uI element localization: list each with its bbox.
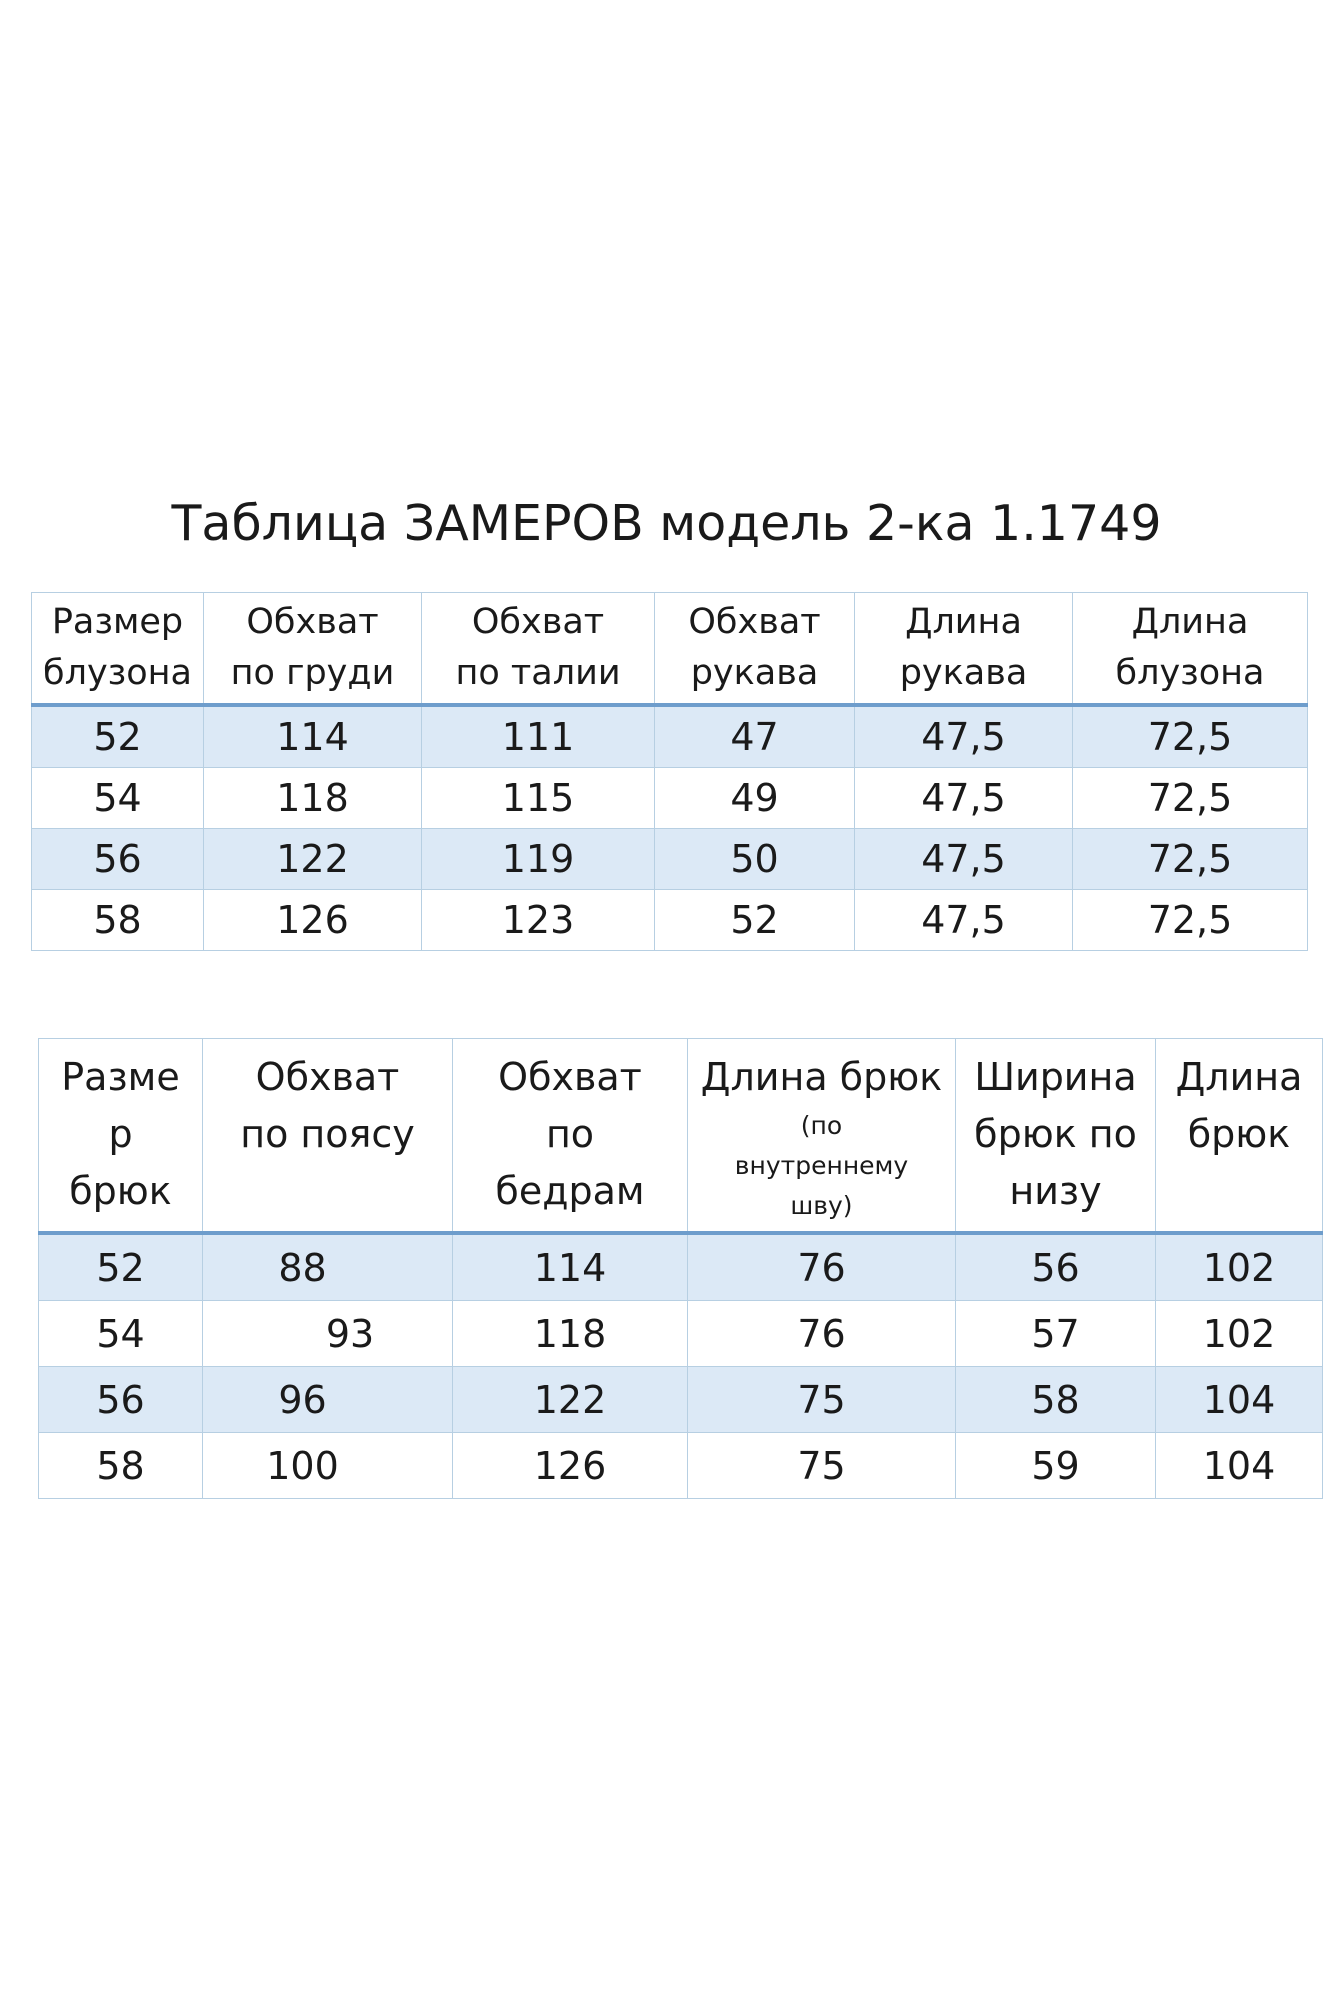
table-row xyxy=(39,1233,1323,1301)
table-row xyxy=(32,705,1308,768)
cell-waist: 119 xyxy=(422,829,655,890)
table-row xyxy=(32,829,1308,890)
cell-chest: 122 xyxy=(204,829,422,890)
cell-sleeve-length: 47,5 xyxy=(855,890,1073,951)
table-row xyxy=(39,1433,1323,1499)
cell-inseam: 76 xyxy=(688,1233,956,1301)
cell-sleeve-length: 47,5 xyxy=(855,705,1073,768)
cell-size: 58 xyxy=(32,890,204,951)
cell-chest: 114 xyxy=(204,705,422,768)
cell-sleeve-girth: 49 xyxy=(655,768,855,829)
blouse-measurements-table xyxy=(31,592,1308,951)
cell-size: 52 xyxy=(39,1233,203,1301)
cell-waist: 111 xyxy=(422,705,655,768)
table-header-row xyxy=(39,1039,1323,1234)
cell-belt: 93 xyxy=(203,1301,453,1367)
cell-hem-width: 59 xyxy=(956,1433,1156,1499)
cell-hips: 126 xyxy=(453,1433,688,1499)
table-row xyxy=(32,890,1308,951)
cell-hem-width: 56 xyxy=(956,1233,1156,1301)
header-trousers-length: Длина брюк xyxy=(1156,1039,1323,1234)
cell-hips: 122 xyxy=(453,1367,688,1433)
header-inseam-length: Длина брюк (по внутреннему шву) xyxy=(688,1039,956,1234)
cell-blouse-length: 72,5 xyxy=(1073,705,1308,768)
cell-hips: 118 xyxy=(453,1301,688,1367)
cell-size: 56 xyxy=(39,1367,203,1433)
cell-size: 54 xyxy=(39,1301,203,1367)
table-row xyxy=(39,1367,1323,1433)
header-sleeve-length: Длина рукава xyxy=(855,593,1073,706)
cell-belt: 96 xyxy=(203,1367,453,1433)
cell-blouse-length: 72,5 xyxy=(1073,829,1308,890)
cell-sleeve-girth: 47 xyxy=(655,705,855,768)
cell-size: 56 xyxy=(32,829,204,890)
header-blouse-length: Длина блузона xyxy=(1073,593,1308,706)
cell-blouse-length: 72,5 xyxy=(1073,890,1308,951)
header-sleeve-girth: Обхват рукава xyxy=(655,593,855,706)
page-title: Таблица ЗАМЕРОВ модель 2-ка 1.1749 xyxy=(171,495,1162,552)
cell-sleeve-length: 47,5 xyxy=(855,768,1073,829)
header-trousers-size: Разме р брюк xyxy=(39,1039,203,1234)
cell-length: 102 xyxy=(1156,1233,1323,1301)
header-hip-girth: Обхват по бедрам xyxy=(453,1039,688,1234)
cell-chest: 126 xyxy=(204,890,422,951)
cell-length: 104 xyxy=(1156,1433,1323,1499)
cell-hem-width: 58 xyxy=(956,1367,1156,1433)
cell-size: 58 xyxy=(39,1433,203,1499)
cell-chest: 118 xyxy=(204,768,422,829)
header-belt-girth: Обхват по поясу xyxy=(203,1039,453,1234)
cell-sleeve-length: 47,5 xyxy=(855,829,1073,890)
header-hem-width: Ширина брюк по низу xyxy=(956,1039,1156,1234)
cell-hips: 114 xyxy=(453,1233,688,1301)
cell-length: 104 xyxy=(1156,1367,1323,1433)
cell-blouse-length: 72,5 xyxy=(1073,768,1308,829)
table-row xyxy=(32,768,1308,829)
table-row xyxy=(39,1301,1323,1367)
cell-sleeve-girth: 50 xyxy=(655,829,855,890)
header-waist-girth: Обхват по талии xyxy=(422,593,655,706)
cell-inseam: 76 xyxy=(688,1301,956,1367)
cell-size: 54 xyxy=(32,768,204,829)
cell-belt: 100 xyxy=(203,1433,453,1499)
cell-inseam: 75 xyxy=(688,1433,956,1499)
trousers-measurements-table xyxy=(38,1038,1323,1499)
cell-sleeve-girth: 52 xyxy=(655,890,855,951)
header-chest-girth: Обхват по груди xyxy=(204,593,422,706)
cell-length: 102 xyxy=(1156,1301,1323,1367)
cell-size: 52 xyxy=(32,705,204,768)
header-blouse-size: Размер блузона xyxy=(32,593,204,706)
table-header-row xyxy=(32,593,1308,706)
cell-waist: 115 xyxy=(422,768,655,829)
cell-inseam: 75 xyxy=(688,1367,956,1433)
cell-waist: 123 xyxy=(422,890,655,951)
cell-belt: 88 xyxy=(203,1233,453,1301)
cell-hem-width: 57 xyxy=(956,1301,1156,1367)
